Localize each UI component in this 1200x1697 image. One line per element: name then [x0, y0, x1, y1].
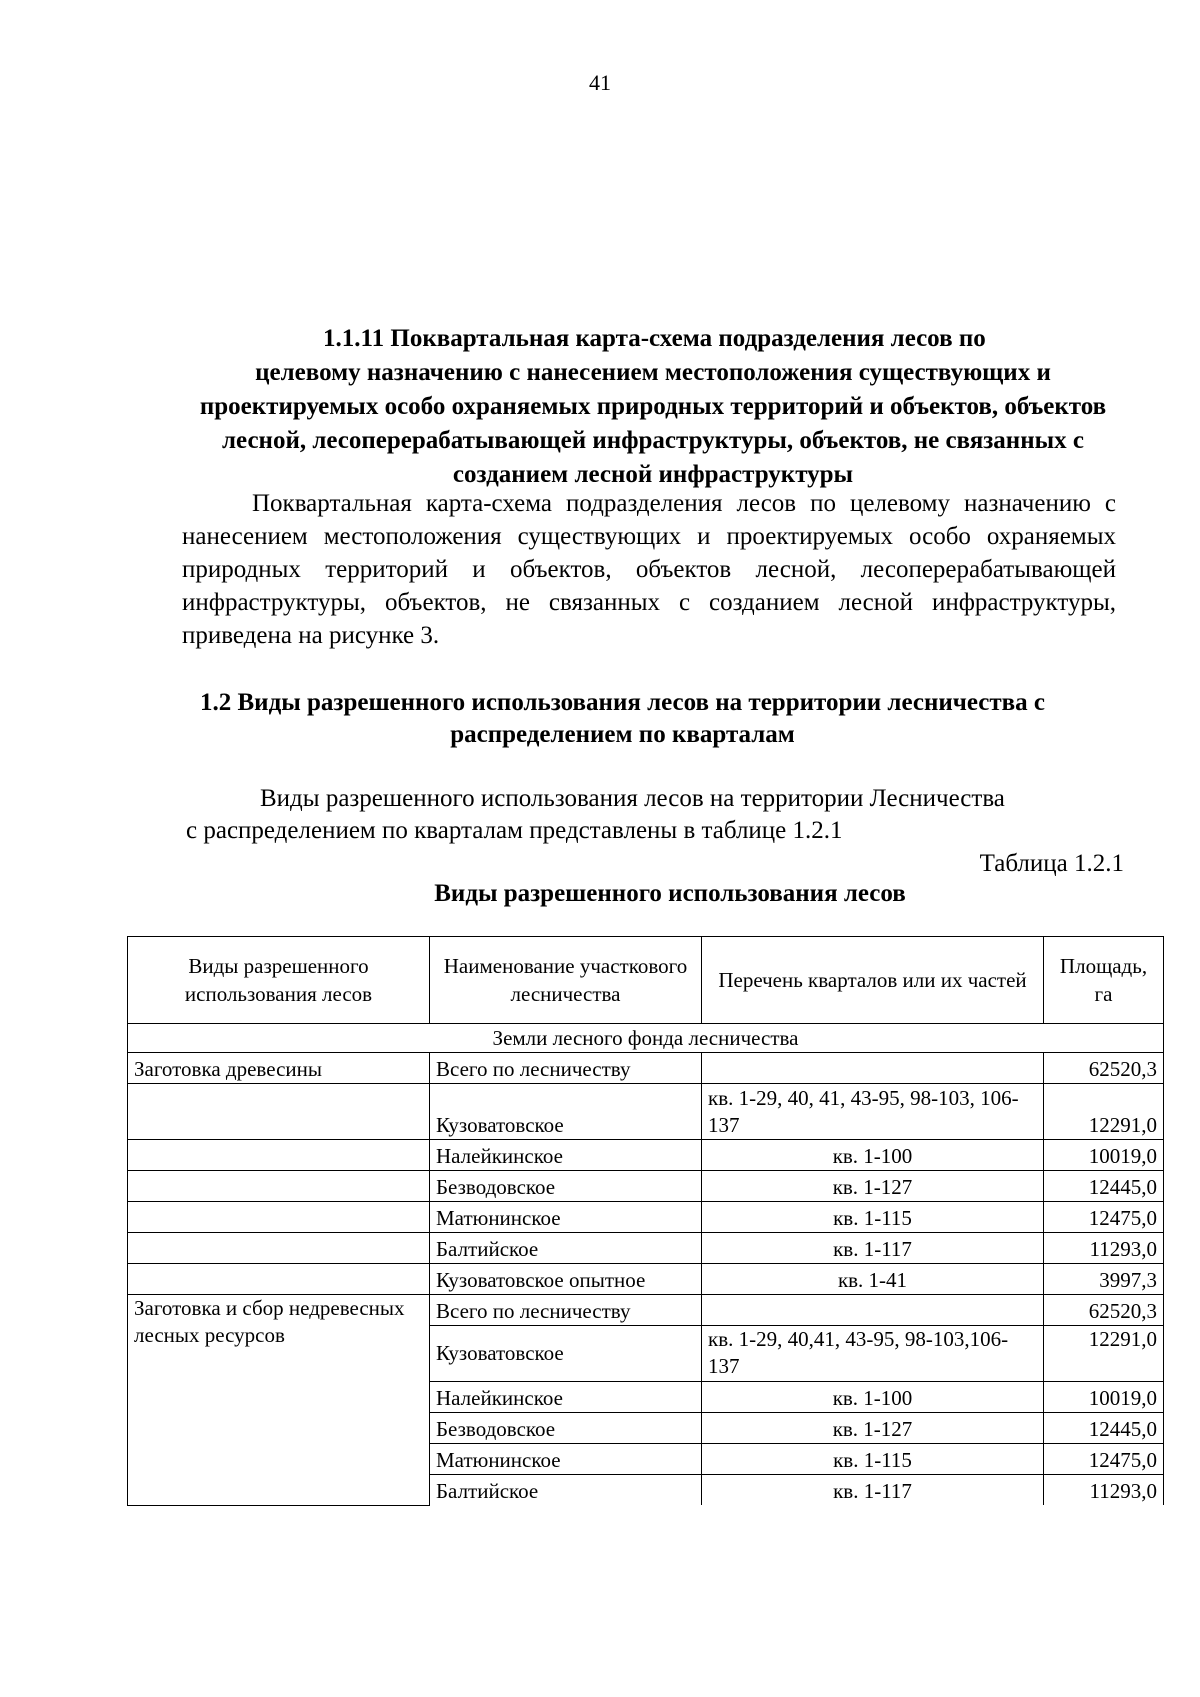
section-heading-1-2: 1.2 Виды разрешенного использования лесов на территории лесничества с распределением по кварталам	[200, 689, 1045, 748]
cell-quarters: кв. 1-115	[702, 1444, 1044, 1475]
cell-use: Заготовка древесины	[128, 1053, 430, 1084]
cell-use	[128, 1084, 430, 1140]
cell-district: Кузоватовское опытное	[430, 1264, 702, 1295]
cell-district: Безводовское	[430, 1171, 702, 1202]
forest-use-table	[127, 936, 1164, 1506]
cell-quarters: кв. 1-29, 40, 41, 43-95, 98-103, 106-137	[702, 1084, 1044, 1140]
header-area: Площадь, га	[1044, 937, 1164, 1024]
cell-district: Балтийское	[430, 1233, 702, 1264]
cell-district: Всего по лесничеству	[430, 1295, 702, 1326]
table-span-row	[128, 1024, 1164, 1053]
cell-district: Матюнинское	[430, 1444, 702, 1475]
paragraph-1-2	[186, 783, 1116, 847]
cell-quarters	[702, 1295, 1044, 1326]
header-use-type: Виды разрешенного использования лесов	[128, 937, 430, 1024]
cell-district: Кузоватовское	[430, 1326, 702, 1382]
cell-district: Кузоватовское	[430, 1084, 702, 1140]
cell-use: Заготовка и сбор недревесных лесных ресурсов	[128, 1295, 430, 1506]
table-row	[128, 1084, 1164, 1140]
cell-quarters: кв. 1-29, 40,41, 43-95, 98-103,106-137	[702, 1326, 1044, 1382]
cell-district: Налейкинское	[430, 1382, 702, 1413]
paragraph-line-2: с распределением по кварталам представлены в таблице 1.2.1	[186, 817, 843, 844]
cell-quarters: кв. 1-127	[702, 1171, 1044, 1202]
cell-area: 12475,0	[1044, 1444, 1164, 1475]
span-cell: Земли лесного фонда лесничества	[128, 1024, 1164, 1053]
cell-district: Налейкинское	[430, 1140, 702, 1171]
heading-line-1: 1.1.11 Поквартальная карта-схема подразделения лесов по	[323, 325, 986, 352]
table-row	[128, 1202, 1164, 1233]
cell-quarters: кв. 1-100	[702, 1140, 1044, 1171]
table-row	[128, 1295, 1164, 1326]
cell-area: 12291,0	[1044, 1326, 1164, 1382]
cell-area: 11293,0	[1044, 1475, 1164, 1506]
cell-quarters: кв. 1-100	[702, 1382, 1044, 1413]
cell-area: 12475,0	[1044, 1202, 1164, 1233]
heading-rest: целевому назначению с нанесением местоположения существующих и проектируемых особо охраняемых природных территорий и объектов, объектов лесной, лесоперерабатывающей инфраструктуры, объектов, не связанных с созданием лесной инфраструктуры	[199, 359, 1107, 488]
cell-area: 12445,0	[1044, 1413, 1164, 1444]
cell-use	[128, 1140, 430, 1171]
cell-area: 10019,0	[1044, 1140, 1164, 1171]
cell-use	[128, 1233, 430, 1264]
cell-area: 10019,0	[1044, 1382, 1164, 1413]
cell-area: 12445,0	[1044, 1171, 1164, 1202]
table-row	[128, 1233, 1164, 1264]
page-number: 41	[589, 70, 611, 95]
cell-district: Матюнинское	[430, 1202, 702, 1233]
cell-area: 62520,3	[1044, 1053, 1164, 1084]
cell-area: 62520,3	[1044, 1295, 1164, 1326]
cell-quarters: кв. 1-41	[702, 1264, 1044, 1295]
cell-district: Всего по лесничеству	[430, 1053, 702, 1084]
table-header-row	[128, 937, 1164, 1024]
cell-quarters: кв. 1-117	[702, 1233, 1044, 1264]
cell-district: Безводовское	[430, 1413, 702, 1444]
cell-use	[128, 1202, 430, 1233]
table-row	[128, 1171, 1164, 1202]
paragraph-line-1: Виды разрешенного использования лесов на территории Лесничества	[260, 785, 1005, 812]
cell-use	[128, 1264, 430, 1295]
table-row	[128, 1140, 1164, 1171]
table-row	[128, 1053, 1164, 1084]
table-row	[128, 1264, 1164, 1295]
cell-quarters: кв. 1-117	[702, 1475, 1044, 1506]
cell-district: Балтийское	[430, 1475, 702, 1506]
header-quarters: Перечень кварталов или их частей	[702, 937, 1044, 1024]
paragraph-1-1-11: Поквартальная карта-схема подразделения лесов по целевому назначению с нанесением местоположения существующих и проектируемых особо охраняемых природных территорий и объектов, объектов лесной, лесоперерабатывающей инфраструктуры, объектов, не связанных с созданием лесной инфраструктуры, приведена на рисунке 3.	[182, 490, 1116, 649]
cell-area: 11293,0	[1044, 1233, 1164, 1264]
cell-area: 3997,3	[1044, 1264, 1164, 1295]
header-district: Наименование участкового лесничества	[430, 937, 702, 1024]
cell-quarters	[702, 1053, 1044, 1084]
cell-use	[128, 1171, 430, 1202]
section-heading-1-1-11	[178, 322, 1128, 492]
cell-quarters: кв. 1-127	[702, 1413, 1044, 1444]
cell-quarters: кв. 1-115	[702, 1202, 1044, 1233]
table-title: Виды разрешенного использования лесов	[434, 880, 906, 907]
table-label: Таблица 1.2.1	[979, 850, 1124, 877]
cell-area: 12291,0	[1044, 1084, 1164, 1140]
